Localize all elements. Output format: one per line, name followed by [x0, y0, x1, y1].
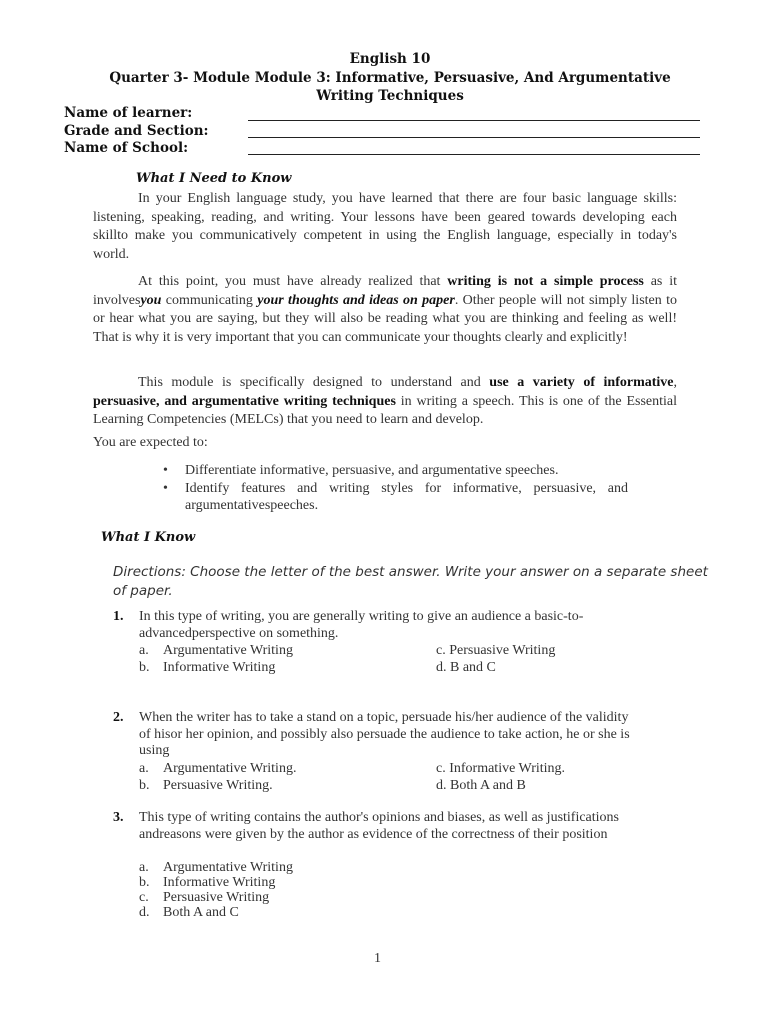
question-text: When the writer has to take a stand on a topic, persuade his/her audience of the validity of hisor her opinion, and possibly also persuade the audience to take action, he or she is using	[139, 710, 630, 758]
answer-option: b. Informative Writing	[139, 660, 276, 675]
question-number: 2.	[113, 710, 124, 725]
answer-option: a. Argumentative Writing	[139, 860, 293, 875]
section-heading-need-to-know: What I Need to Know	[136, 171, 292, 186]
bullet-icon: •	[163, 481, 168, 496]
section-heading-what-i-know: What I Know	[101, 530, 196, 545]
module-title-line1: Quarter 3- Module Module 3: Informative, Persuasive, And Argumentative	[109, 70, 671, 86]
page-number: 1	[374, 951, 381, 966]
learner-name-label: Name of learner:	[64, 105, 193, 121]
objectives-list	[163, 462, 628, 515]
objective-item: • Differentiate informative, persuasive, and argumentative speeches.	[163, 463, 559, 478]
bullet-icon: •	[163, 463, 168, 478]
answer-option: d. Both A and B	[436, 778, 526, 793]
question-text: This type of writing contains the author's opinions and biases, as well as justifications andreasons were given by the author as evidence of the correctness of their position	[139, 810, 619, 842]
school-name-label: Name of School:	[64, 140, 189, 156]
answer-option: c. Informative Writing.	[436, 761, 566, 776]
writing-process-paragraph: At this point, you must have already realized that writing is not a simple process as it involvesyou communicating your thoughts and ideas on paper. Other people will not simply listen to or hear what you are saying, but they will also be reading what you are thinking and feeling as well! That is why it is very important that you can communicate your thoughts clearly and explicitly!	[93, 274, 677, 345]
module-title-line2: Writing Techniques	[316, 88, 464, 104]
answer-option: b. Informative Writing	[139, 875, 276, 890]
directions-text: Directions: Choose the letter of the best answer. Write your answer on a separate sheet of paper.	[113, 564, 708, 599]
question-number: 1.	[113, 609, 124, 624]
answer-option: c. Persuasive Writing	[139, 890, 270, 905]
learner-name-line	[248, 120, 700, 121]
module-purpose-paragraph: This module is specifically designed to understand and use a variety of informative, persuasive, and argumentative writing techniques in writing a speech. This is one of the Essential Learning Competencies (MELCs) that you need to learn and develop.	[93, 375, 677, 427]
question-text: In this type of writing, you are generally writing to give an audience a basic-to-advancedperspective on something.	[139, 609, 584, 641]
grade-section-line	[248, 137, 700, 138]
objective-item: • Identify features and writing styles for informative, persuasive, and argumentativespeeches.	[163, 481, 628, 513]
intro-paragraph: In your English language study, you have learned that there are four basic language skills: listening, speaking, reading, and writing. Your lessons have been geared towards developing each skillto make you communicatively competent in using the English language, especially in today's world.	[93, 191, 677, 262]
document-subject: English 10	[349, 51, 431, 67]
answer-option: a. Argumentative Writing	[139, 643, 293, 658]
answer-option: d. B and C	[436, 660, 496, 675]
grade-section-label: Grade and Section:	[64, 123, 209, 139]
expected-intro: You are expected to:	[93, 435, 208, 450]
school-name-line	[248, 154, 700, 155]
answer-option: c. Persuasive Writing	[436, 643, 556, 658]
answer-option: d. Both A and C	[139, 905, 239, 920]
answer-option: b. Persuasive Writing.	[139, 778, 273, 793]
question-number: 3.	[113, 810, 124, 825]
answer-option: a. Argumentative Writing.	[139, 761, 297, 776]
